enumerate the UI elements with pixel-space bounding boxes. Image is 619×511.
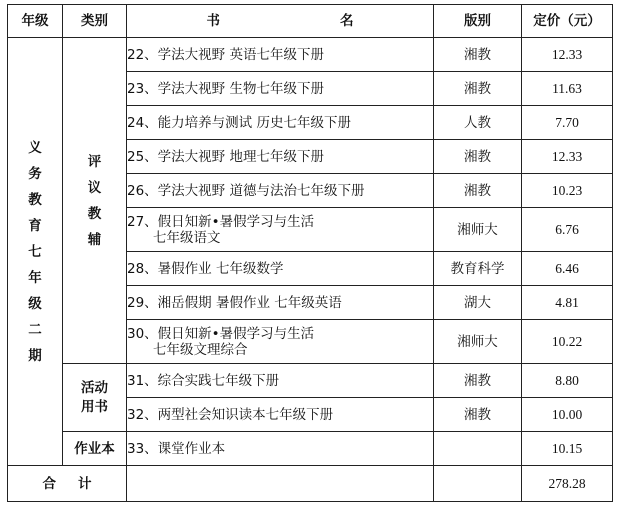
total-label-right: 计 — [78, 475, 92, 492]
total-label-left: 合 — [42, 475, 56, 492]
header-category: 类别 — [63, 5, 127, 38]
header-price: 定价（元） — [522, 5, 613, 38]
table-row — [8, 364, 613, 398]
header-book-name-left: 书 — [206, 13, 220, 29]
header-edition: 版别 — [434, 5, 522, 38]
book-price: 12.33 — [522, 38, 613, 72]
grade-cell — [8, 38, 63, 466]
header-grade: 年级 — [8, 5, 63, 38]
book-price: 10.23 — [522, 174, 613, 208]
book-edition: 湘教 — [434, 174, 522, 208]
book-price: 10.15 — [522, 432, 613, 466]
header-book-name-right: 名 — [340, 13, 354, 29]
category-cell-review — [63, 38, 127, 364]
book-edition: 人教 — [434, 106, 522, 140]
category-label-review: 评议教辅 — [87, 153, 102, 248]
book-title-line1: 30、假日知新•暑假学习与生活 — [127, 325, 315, 342]
book-price: 6.76 — [522, 208, 613, 252]
book-edition — [434, 432, 522, 466]
book-price: 6.46 — [522, 252, 613, 286]
book-price: 8.80 — [522, 364, 613, 398]
header-book-name — [127, 5, 434, 38]
book-price-table — [7, 4, 613, 502]
book-title-line2: 七年级语文 — [153, 229, 221, 246]
book-title: 33、课堂作业本 — [127, 432, 434, 466]
book-edition: 湘教 — [434, 72, 522, 106]
book-price: 10.00 — [522, 398, 613, 432]
book-edition: 湘教 — [434, 398, 522, 432]
book-title: 32、两型社会知识读本七年级下册 — [127, 398, 434, 432]
book-title: 25、学法大视野 地理七年级下册 — [127, 140, 434, 174]
book-title: 29、湘岳假期 暑假作业 七年级英语 — [127, 286, 434, 320]
book-title — [127, 208, 434, 252]
total-label — [8, 466, 127, 502]
book-title-line1: 27、假日知新•暑假学习与生活 — [127, 213, 315, 230]
category-cell-homework: 作业本 — [63, 432, 127, 466]
header-row — [8, 5, 613, 38]
grade-label: 义务教育七年级二期 — [28, 139, 42, 364]
book-title: 26、学法大视野 道德与法治七年级下册 — [127, 174, 434, 208]
table-row — [8, 38, 613, 72]
book-price: 11.63 — [522, 72, 613, 106]
book-price: 7.70 — [522, 106, 613, 140]
book-edition: 湘师大 — [434, 208, 522, 252]
book-title: 24、能力培养与测试 历史七年级下册 — [127, 106, 434, 140]
book-edition: 湘教 — [434, 140, 522, 174]
book-price: 4.81 — [522, 286, 613, 320]
table-row — [8, 432, 613, 466]
total-empty-edition — [434, 466, 522, 502]
book-edition: 湘教 — [434, 38, 522, 72]
book-title: 31、综合实践七年级下册 — [127, 364, 434, 398]
book-edition: 湘师大 — [434, 320, 522, 364]
book-title: 22、学法大视野 英语七年级下册 — [127, 38, 434, 72]
book-title — [127, 320, 434, 364]
book-title-line2: 七年级文理综合 — [153, 341, 248, 358]
book-title: 23、学法大视野 生物七年级下册 — [127, 72, 434, 106]
total-row — [8, 466, 613, 502]
book-price: 10.22 — [522, 320, 613, 364]
book-edition: 教育科学 — [434, 252, 522, 286]
book-title: 28、暑假作业 七年级数学 — [127, 252, 434, 286]
book-edition: 湘教 — [434, 364, 522, 398]
total-price: 278.28 — [522, 466, 613, 502]
category-cell-activity — [63, 364, 127, 432]
book-edition: 湖大 — [434, 286, 522, 320]
category-label-activity: 活动用书 — [81, 379, 108, 415]
total-empty-name — [127, 466, 434, 502]
book-price: 12.33 — [522, 140, 613, 174]
